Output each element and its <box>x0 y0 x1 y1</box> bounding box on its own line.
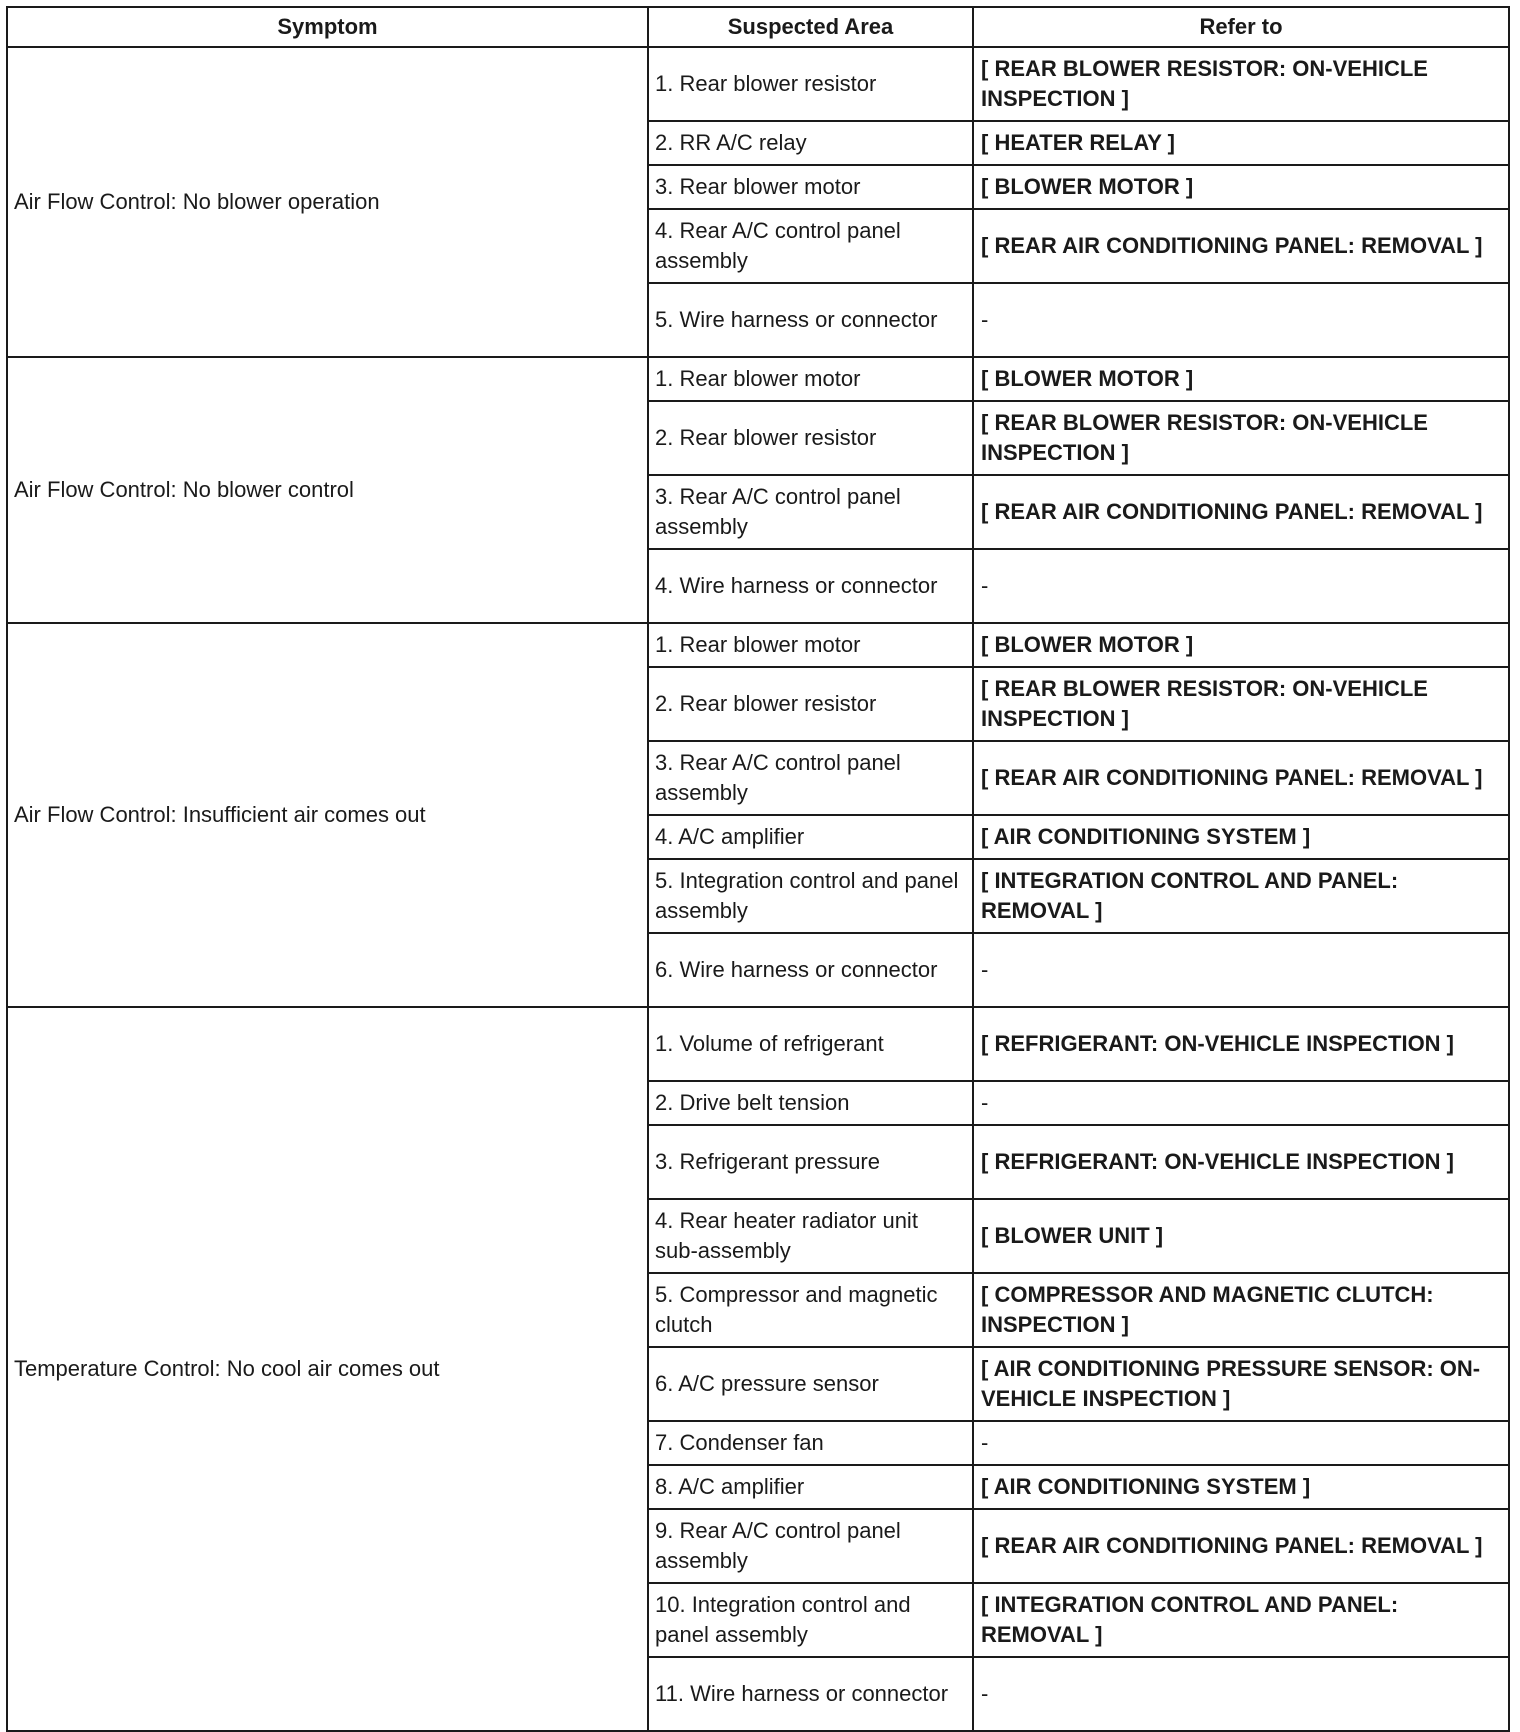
suspected-area-cell: 4. Wire harness or connector <box>648 549 973 623</box>
suspected-area-cell: 2. Drive belt tension <box>648 1081 973 1125</box>
refer-to-link[interactable]: [ BLOWER UNIT ] <box>973 1199 1509 1273</box>
problem-symptoms-table <box>6 6 1510 1732</box>
suspected-area-cell: 4. A/C amplifier <box>648 815 973 859</box>
refer-to-link[interactable]: [ AIR CONDITIONING SYSTEM ] <box>973 1465 1509 1509</box>
refer-to-link[interactable]: [ REAR AIR CONDITIONING PANEL: REMOVAL ] <box>973 741 1509 815</box>
suspected-area-cell: 9. Rear A/C control panel assembly <box>648 1509 973 1583</box>
suspected-area-cell: 11. Wire harness or connector <box>648 1657 973 1731</box>
refer-to-link[interactable]: [ INTEGRATION CONTROL AND PANEL: REMOVAL ] <box>973 859 1509 933</box>
refer-to-link[interactable]: [ REFRIGERANT: ON-VEHICLE INSPECTION ] <box>973 1125 1509 1199</box>
refer-to-cell: - <box>973 549 1509 623</box>
table-row <box>7 1007 1509 1081</box>
suspected-area-cell: 1. Volume of refrigerant <box>648 1007 973 1081</box>
suspected-area-cell: 4. Rear A/C control panel assembly <box>648 209 973 283</box>
header-refer-to: Refer to <box>973 7 1509 47</box>
header-row <box>7 7 1509 47</box>
refer-to-cell: - <box>973 283 1509 357</box>
refer-to-link[interactable]: [ HEATER RELAY ] <box>973 121 1509 165</box>
suspected-area-cell: 7. Condenser fan <box>648 1421 973 1465</box>
suspected-area-cell: 1. Rear blower motor <box>648 623 973 667</box>
refer-to-cell: - <box>973 1081 1509 1125</box>
header-suspected-area: Suspected Area <box>648 7 973 47</box>
suspected-area-cell: 3. Rear A/C control panel assembly <box>648 475 973 549</box>
suspected-area-cell: 5. Compressor and magnetic clutch <box>648 1273 973 1347</box>
refer-to-cell: - <box>973 933 1509 1007</box>
symptom-cell: Air Flow Control: No blower operation <box>7 47 648 357</box>
refer-to-link[interactable]: [ BLOWER MOTOR ] <box>973 357 1509 401</box>
suspected-area-cell: 2. RR A/C relay <box>648 121 973 165</box>
suspected-area-cell: 4. Rear heater radiator unit sub-assembly <box>648 1199 973 1273</box>
refer-to-link[interactable]: [ AIR CONDITIONING SYSTEM ] <box>973 815 1509 859</box>
refer-to-link[interactable]: [ REAR BLOWER RESISTOR: ON-VEHICLE INSPECTION ] <box>973 401 1509 475</box>
suspected-area-cell: 10. Integration control and panel assembly <box>648 1583 973 1657</box>
refer-to-link[interactable]: [ REAR AIR CONDITIONING PANEL: REMOVAL ] <box>973 475 1509 549</box>
refer-to-link[interactable]: [ REFRIGERANT: ON-VEHICLE INSPECTION ] <box>973 1007 1509 1081</box>
refer-to-link[interactable]: [ REAR BLOWER RESISTOR: ON-VEHICLE INSPECTION ] <box>973 667 1509 741</box>
suspected-area-cell: 2. Rear blower resistor <box>648 401 973 475</box>
refer-to-link[interactable]: [ BLOWER MOTOR ] <box>973 165 1509 209</box>
refer-to-link[interactable]: [ REAR BLOWER RESISTOR: ON-VEHICLE INSPECTION ] <box>973 47 1509 121</box>
table-row <box>7 623 1509 667</box>
suspected-area-cell: 8. A/C amplifier <box>648 1465 973 1509</box>
suspected-area-cell: 6. A/C pressure sensor <box>648 1347 973 1421</box>
suspected-area-cell: 6. Wire harness or connector <box>648 933 973 1007</box>
refer-to-cell: - <box>973 1657 1509 1731</box>
suspected-area-cell: 1. Rear blower resistor <box>648 47 973 121</box>
refer-to-link[interactable]: [ INTEGRATION CONTROL AND PANEL: REMOVAL ] <box>973 1583 1509 1657</box>
suspected-area-cell: 5. Integration control and panel assembly <box>648 859 973 933</box>
symptom-cell: Air Flow Control: No blower control <box>7 357 648 623</box>
refer-to-link[interactable]: [ COMPRESSOR AND MAGNETIC CLUTCH: INSPECTION ] <box>973 1273 1509 1347</box>
suspected-area-cell: 5. Wire harness or connector <box>648 283 973 357</box>
symptom-cell: Temperature Control: No cool air comes out <box>7 1007 648 1731</box>
suspected-area-cell: 2. Rear blower resistor <box>648 667 973 741</box>
refer-to-link[interactable]: [ REAR AIR CONDITIONING PANEL: REMOVAL ] <box>973 1509 1509 1583</box>
suspected-area-cell: 3. Rear blower motor <box>648 165 973 209</box>
refer-to-link[interactable]: [ BLOWER MOTOR ] <box>973 623 1509 667</box>
table-row <box>7 47 1509 121</box>
refer-to-link[interactable]: [ AIR CONDITIONING PRESSURE SENSOR: ON-VEHICLE INSPECTION ] <box>973 1347 1509 1421</box>
refer-to-link[interactable]: [ REAR AIR CONDITIONING PANEL: REMOVAL ] <box>973 209 1509 283</box>
suspected-area-cell: 3. Refrigerant pressure <box>648 1125 973 1199</box>
table-row <box>7 357 1509 401</box>
page <box>6 6 1510 1732</box>
suspected-area-cell: 3. Rear A/C control panel assembly <box>648 741 973 815</box>
symptom-cell: Air Flow Control: Insufficient air comes out <box>7 623 648 1007</box>
suspected-area-cell: 1. Rear blower motor <box>648 357 973 401</box>
header-symptom: Symptom <box>7 7 648 47</box>
refer-to-cell: - <box>973 1421 1509 1465</box>
